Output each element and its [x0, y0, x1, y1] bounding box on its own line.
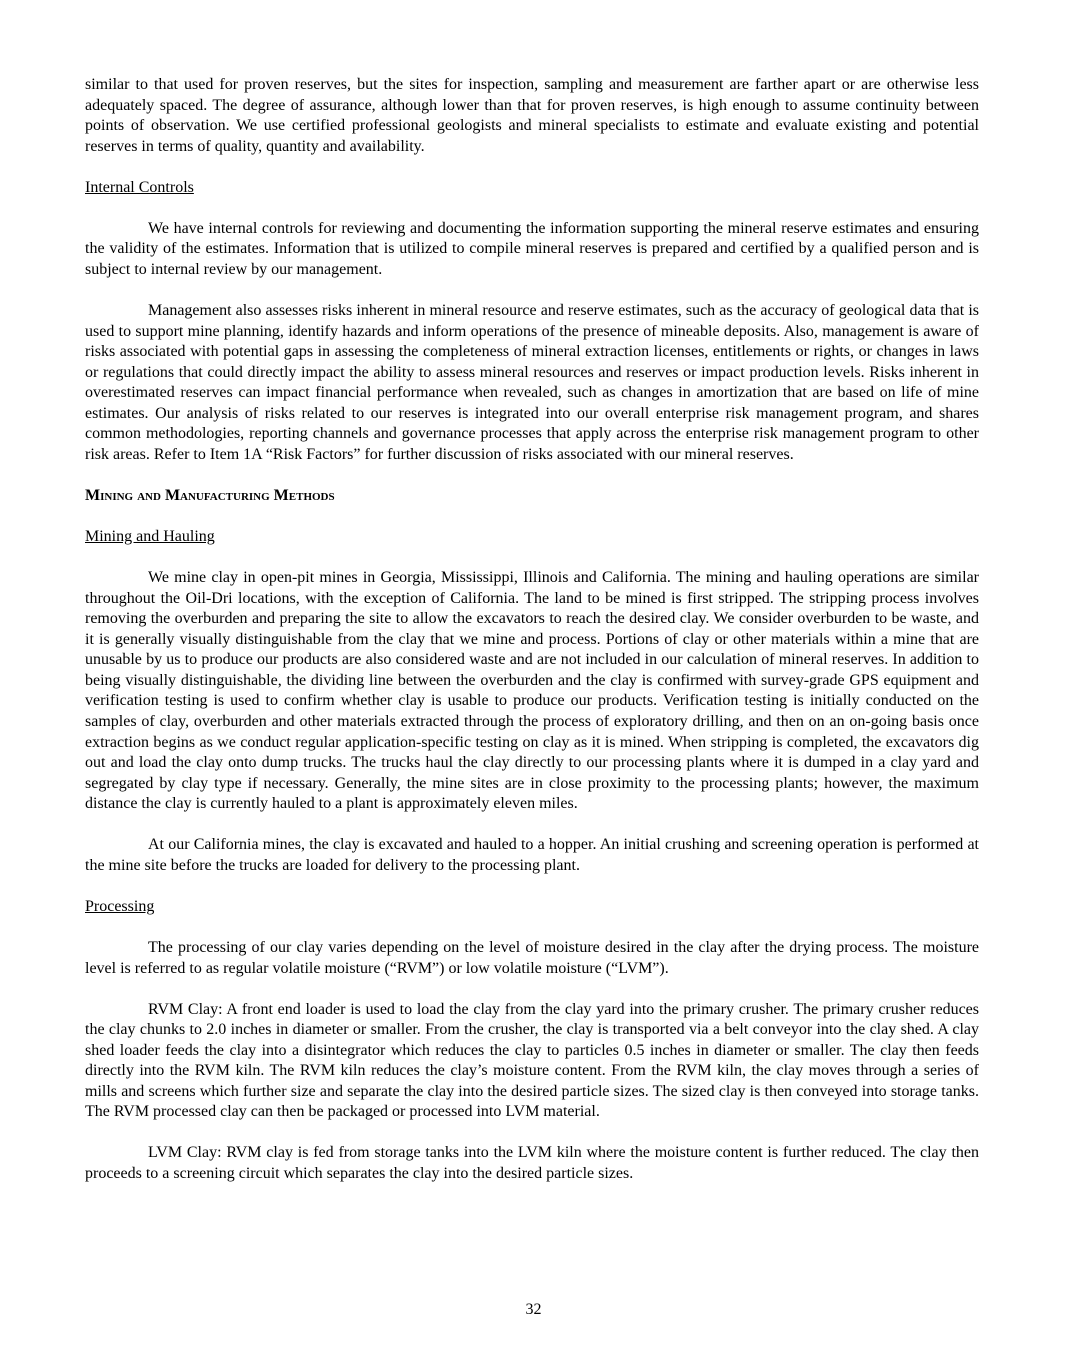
document-page [85, 75, 979, 1185]
paragraph-internal-controls-1: We have internal controls for reviewing and documenting the information supporting the mineral reserve estimates and ensuring the validity of the estimates. Information that is utilized to compile mineral reserves is prepared and certified by a qualified person and is subject to internal review by our management. [85, 219, 979, 278]
paragraph-rvm-clay: RVM Clay: A front end loader is used to load the clay from the clay yard into the primary crusher. The primary crusher reduces the clay chunks to 2.0 inches in diameter or smaller. From the crusher, the clay is transported via a belt conveyor into the clay shed. A clay shed loader feeds the clay into a disintegrator which reduces the clay to particles 0.5 inches in diameter or smaller. The clay then feeds directly into the RVM kiln. The RVM kiln reduces the clay’s moisture content. From the RVM kiln, the clay moves through a series of mills and screens which further size and separate the clay into the desired particle sizes. The sized clay is then conveyed into storage tanks. The RVM processed clay can then be packaged or processed into LVM material. [85, 1000, 979, 1121]
heading-internal-controls: Internal Controls [85, 178, 194, 196]
heading-mining-hauling: Mining and Hauling [85, 528, 215, 546]
heading-mining-manufacturing-methods: Mining and Manufacturing Methods [85, 486, 335, 504]
paragraph-mining-hauling-2: At our California mines, the clay is excavated and hauled to a hopper. An initial crushing and screening operation is performed at the mine site before the trucks are loaded for delivery to the processing plant. [85, 836, 979, 874]
paragraph-intro: similar to that used for proven reserves, but the sites for inspection, sampling and measurement are farther apart or are otherwise less adequately spaced. The degree of assurance, although lower than that for proven reserves, is high enough to assume continuity between points of observation. We use certified professional geologists and mineral specialists to estimate and evaluate existing and potential reserves in terms of quality, quantity and availability. [85, 76, 979, 155]
paragraph-internal-controls-2: Management also assesses risks inherent in mineral resource and reserve estimates, such as the accuracy of geological data that is used to support mine planning, identify hazards and inform operations of the presence of mineable deposits. Also, management is aware of risks associated with potential gaps in assessing the completeness of mineral extraction licenses, entitlements or rights, or changes in laws or regulations that could directly impact the ability to assess mineral resources and reserves or impact production levels. Risks inherent in overestimated reserves can impact financial performance when revealed, such as changes in amortization that are based on life of mine estimates. Our analysis of risks related to our reserves is integrated into our overall enterprise risk management program, and shares common methodologies, reporting channels and governance processes that apply across the enterprise risk management program to other risk areas. Refer to Item 1A “Risk Factors” for further discussion of risks associated with our mineral reserves. [85, 302, 979, 463]
paragraph-lvm-clay: LVM Clay: RVM clay is fed from storage tanks into the LVM kiln where the moisture content is further reduced. The clay then proceeds to a screening circuit which separates the clay into the desired particle sizes. [85, 1144, 979, 1182]
heading-processing: Processing [85, 897, 155, 915]
paragraph-processing-1: The processing of our clay varies depending on the level of moisture desired in the clay after the drying process. The moisture level is referred to as regular volatile moisture (“RVM”) or low volatile moisture (“LVM”). [85, 938, 979, 977]
paragraph-mining-hauling-1: We mine clay in open-pit mines in Georgia, Mississippi, Illinois and California. The mining and hauling operations are similar throughout the Oil-Dri locations, with the exception of California. The land to be mined is first stripped. The stripping process involves removing the overburden and preparing the site to allow the excavators to reach the desired clay. We consider overburden to be waste, and it is generally visually distinguishable from the clay that we mine and process. Portions of clay or other materials within a mine that are unusable by us to produce our products are also considered waste and are not included in our calculation of mineral reserves. In addition to being visually distinguishable, the dividing line between the overburden and the clay is confirmed with survey-grade GPS equipment and verification testing is used to confirm whether clay is usable to produce our products. Verification testing is initially conducted on the samples of clay, overburden and other materials extracted through the process of exploratory drilling, and then on an on-going basis once extraction begins as we conduct regular application-specific testing on clay as it is mined. When stripping is completed, the excavators dig out and load the clay onto dump trucks. The trucks haul the clay directly to our processing plants where it is dumped in a clay yard and segregated by clay type if necessary. Generally, the mine sites are in close proximity to the processing plants; however, the maximum distance the clay is currently hauled to a plant is approximately eleven miles. [85, 569, 979, 813]
page-number: 32 [525, 1301, 542, 1318]
